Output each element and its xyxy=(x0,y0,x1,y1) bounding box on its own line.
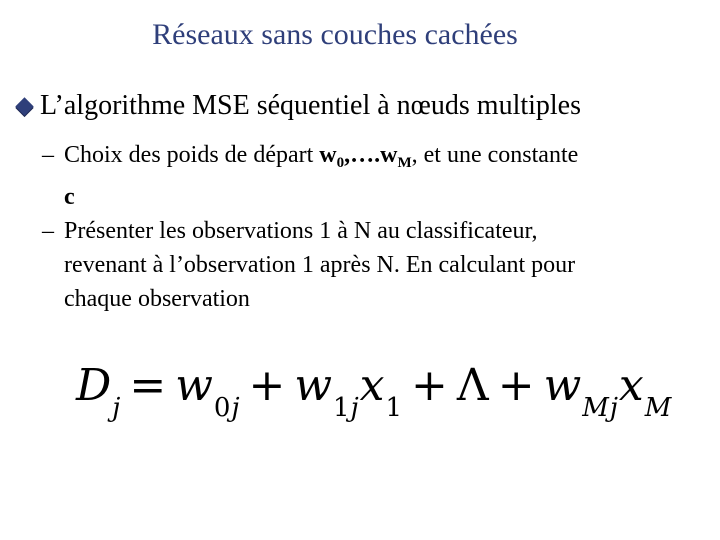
formula-w0-sub2: j xyxy=(231,393,241,423)
formula-w0: w xyxy=(175,360,214,411)
formula-wM: w xyxy=(543,360,583,411)
slide-title: Réseaux sans couches cachées xyxy=(152,18,518,51)
formula-lambda: Λ xyxy=(456,360,490,411)
discriminant-formula xyxy=(76,360,672,423)
formula-xM: x xyxy=(618,360,645,411)
formula-w1-sub1: 1 xyxy=(333,393,351,423)
main-bullet xyxy=(12,90,581,122)
sub2-line3: chaque observation xyxy=(64,286,250,312)
formula-equals: = xyxy=(129,360,168,411)
dash-marker: – xyxy=(42,218,54,244)
formula-w0-sub1: 0 xyxy=(213,393,232,423)
formula-xM-sub: M xyxy=(644,393,673,423)
formula-wM-sub: Mj xyxy=(582,393,619,423)
sub1-text-before: Choix des poids de départ xyxy=(64,142,320,168)
sub-bullet-present-observations xyxy=(42,214,702,316)
weight-w0: $w_0$ xyxy=(319,142,345,171)
formula-D: D xyxy=(76,360,113,411)
sub-bullet-initial-weights xyxy=(42,138,720,214)
dash-marker: – xyxy=(42,142,54,168)
formula-x1: x xyxy=(359,360,386,411)
sub1-ellipsis: ,…. xyxy=(344,142,381,168)
sub2-line1: Présenter les observations 1 à N au classificateur, xyxy=(64,218,538,244)
formula-x1-sub: 1 xyxy=(385,393,404,423)
formula-w1: w xyxy=(294,360,334,411)
formula-plus: + xyxy=(411,360,449,411)
diamond-bullet-icon xyxy=(15,97,33,115)
formula-plus: + xyxy=(497,360,536,411)
constant-c: c xyxy=(64,184,75,210)
sub1-text-after: , et une constante xyxy=(411,142,579,168)
main-bullet-text: L’algorithme MSE séquentiel à nœuds multiples xyxy=(40,90,582,121)
weight-wM: $w_M$ xyxy=(380,142,412,171)
formula-D-sub: j xyxy=(112,393,122,423)
formula-w1-sub2: j xyxy=(350,393,360,423)
formula-plus: + xyxy=(248,360,287,411)
sub2-line2: revenant à l’observation 1 après N. En calculant pour xyxy=(64,252,576,278)
